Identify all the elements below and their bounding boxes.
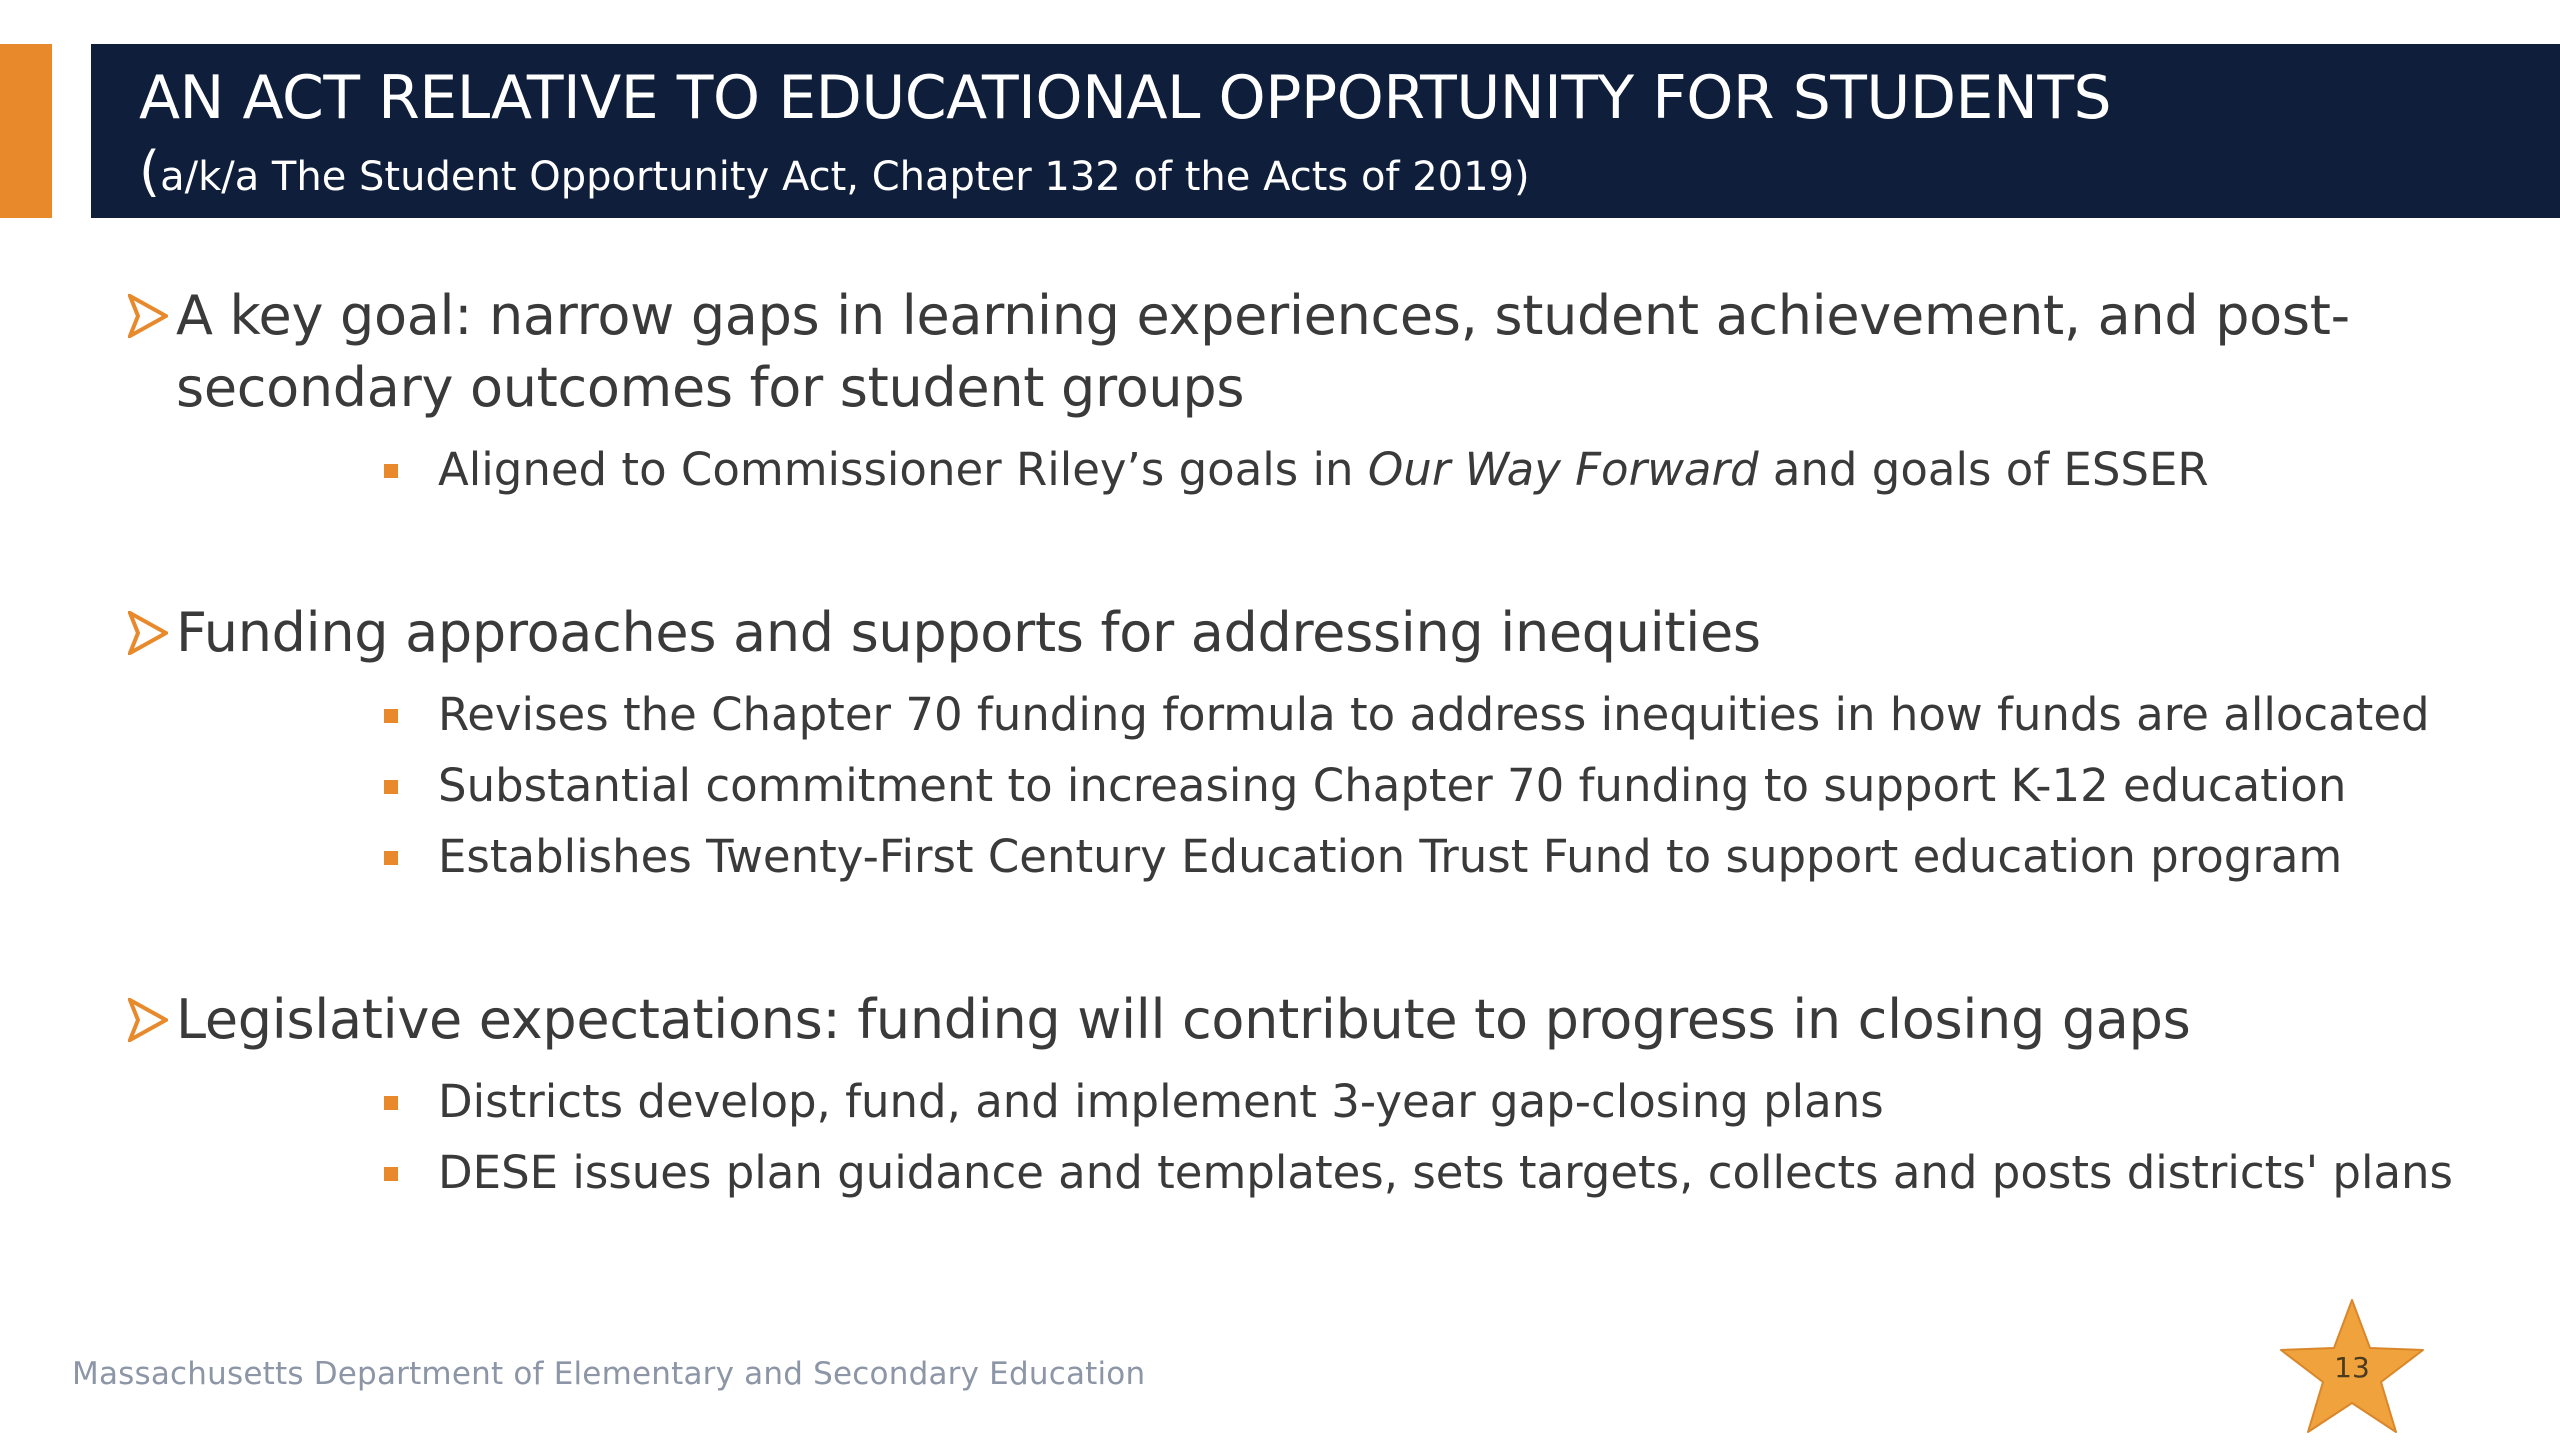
sub-bullet	[384, 1066, 2468, 1137]
bullet-heading: A key goal: narrow gaps in learning experiences, student achievement, and post-secondary outcomes for student groups	[176, 284, 2350, 419]
title-band	[91, 44, 2560, 218]
page-number-badge	[2277, 1296, 2427, 1436]
square-bullet-icon	[384, 464, 398, 478]
sub-bullet	[384, 1137, 2468, 1208]
section-funding	[128, 597, 2468, 892]
sub-bullet-text: Aligned to Commissioner Riley’s goals in	[438, 443, 1368, 496]
subtitle-text: a/k/a The Student Opportunity Act, Chapter 132 of the Acts of 2019)	[160, 154, 1530, 200]
section-key-goal	[128, 280, 2468, 505]
sub-bullet	[384, 434, 2468, 505]
sub-bullet-text: DESE issues plan guidance and templates, sets targets, collects and posts districts' plans	[438, 1146, 2454, 1199]
sub-bullet-text-end: and goals of ESSER	[1758, 443, 2209, 496]
main-bullet	[128, 597, 2468, 669]
sub-bullet-text: Districts develop, fund, and implement 3-year gap-closing plans	[438, 1075, 1884, 1128]
square-bullet-icon	[384, 1167, 398, 1181]
sub-bullet	[384, 750, 2468, 821]
arrow-bullet-icon	[128, 998, 168, 1042]
section-legislative	[128, 984, 2468, 1208]
sub-bullet-text: Establishes Twenty-First Century Education Trust Fund to support education program	[438, 830, 2343, 883]
sub-bullet-italic: Our Way Forward	[1367, 443, 1759, 496]
footer-organization: Massachusetts Department of Elementary and Secondary Education	[72, 1356, 1146, 1392]
bullet-heading: Legislative expectations: funding will contribute to progress in closing gaps	[176, 988, 2191, 1051]
square-bullet-icon	[384, 851, 398, 865]
main-bullet	[128, 280, 2468, 424]
sub-bullet	[384, 821, 2468, 892]
accent-bar	[0, 44, 52, 218]
square-bullet-icon	[384, 1096, 398, 1110]
sub-list	[128, 434, 2468, 505]
arrow-bullet-icon	[128, 611, 168, 655]
sub-list	[128, 679, 2468, 892]
bullet-heading: Funding approaches and supports for addressing inequities	[176, 601, 1761, 664]
slide-title: AN ACT RELATIVE TO EDUCATIONAL OPPORTUNITY FOR STUDENTS	[139, 63, 2112, 133]
sub-bullet	[384, 679, 2468, 750]
slide-subtitle	[139, 140, 1530, 205]
square-bullet-icon	[384, 780, 398, 794]
subtitle-paren: (	[139, 140, 161, 203]
page-number: 13	[2334, 1351, 2370, 1384]
sub-list	[128, 1066, 2468, 1208]
slide-content	[128, 280, 2468, 1300]
square-bullet-icon	[384, 709, 398, 723]
arrow-bullet-icon	[128, 294, 168, 338]
sub-bullet-text: Revises the Chapter 70 funding formula to address inequities in how funds are allocated	[438, 688, 2430, 741]
sub-bullet-text: Substantial commitment to increasing Chapter 70 funding to support K-12 education	[438, 759, 2347, 812]
main-bullet	[128, 984, 2468, 1056]
